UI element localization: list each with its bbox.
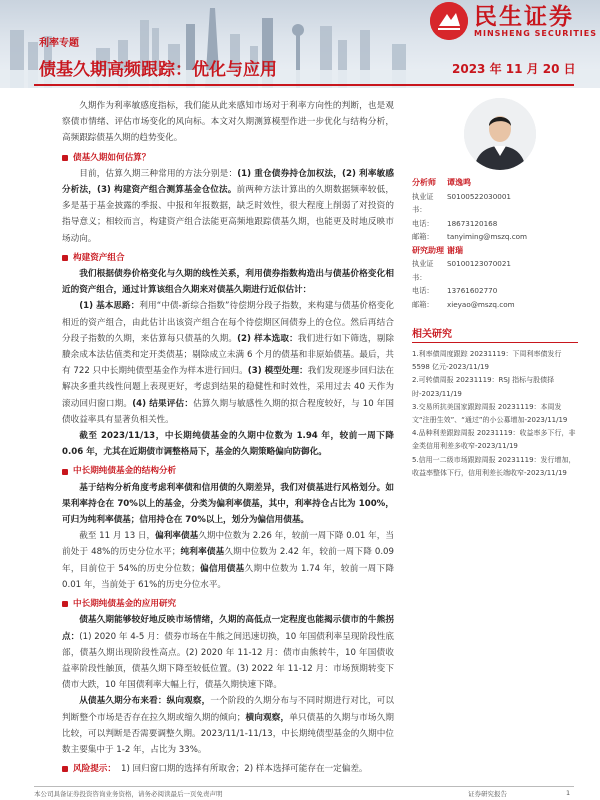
analyst-name: 谢瑞 (447, 245, 463, 255)
paragraph-result-summary: 截至 2023/11/13，中长期纯债基金的久期中位数为 1.94 年，较前一周下降 0.06 年，尤其在近期债市调整格局下，基金的久期策略偏向防御化。 (62, 431, 394, 458)
email-label: 邮箱： (412, 232, 434, 241)
bullet-icon (62, 469, 68, 475)
text-run-bold: (1) 基本思路： (79, 301, 140, 312)
footer-divider (34, 786, 574, 787)
page-title: 债基久期高频跟踪：优化与应用 (39, 60, 277, 80)
text-run: 久期中位数为 1.74 年，较前一周下降 0.01 年，当前处于 61%的历史分位水平。 (62, 563, 394, 590)
cert-number: S0100522030001 (447, 191, 512, 201)
section-heading-portfolio (62, 250, 394, 266)
phone-number: 13761602770 (447, 286, 498, 295)
text-run: 利用“中债-新综合指数”待偿期分段子指数，来构建与债基价格变化相近的资产组合，由此估计出该资产组合在每个待偿期区间债券上的仓位。然后再结合分段子指数的久期，来估算每只债基的久期。 (62, 301, 395, 344)
brand-logo (430, 2, 597, 40)
email-link[interactable]: tanyiming@mszq.com (447, 232, 528, 241)
brand-name-en: MINSHENG SECURITIES (474, 28, 597, 38)
text-run-bold: 偏利率债基 (155, 531, 199, 542)
report-date: 2023 年 11 月 20 日 (452, 62, 576, 76)
paragraph-application (62, 612, 394, 693)
text-run: 目前，估算久期三种常用的方法分别是： (79, 168, 238, 179)
text-run: 单只债基的久期与市场久期比较，可以判断是否需要调整久期。2023/11/1-11/13，中长期纯债型基金的久期中位数主要集中于 1-2 年，占比为 33%。 (62, 712, 394, 755)
paragraph-distribution (62, 693, 394, 758)
text-run: 久期中位数为 2.26 年，较前一周下降 0.01 年，当前处于 48%的历史分位水平； (62, 531, 394, 558)
paragraph-methods (62, 166, 394, 247)
analyst-name: 谭逸鸣 (447, 178, 471, 187)
text-run: 估算久期与敏感性久期的拟合程度较好，与 10 年国债收益率具有显著负相关性。 (62, 398, 394, 425)
text-run-bold: (4) 结果评估： (132, 398, 194, 409)
report-body (62, 98, 394, 777)
text-run-bold: (3) 模型处理： (247, 366, 308, 377)
related-research-item[interactable]: 4.品种利差跟踪周报 20231119：收益率多下行，非金类信用利差多收窄-2023/11/19 (412, 429, 576, 451)
text-run-bold: (1) 重仓债券持仓加权法，(2) 利率敏感分析法，(3) 构建资产组合测算基金仓位法。 (62, 168, 394, 196)
analyst-role: 分析师 (412, 178, 436, 187)
text-run: 我们发现逐步回归法在解决多重共线性问题上表现更好，考虑到结果的稳健性和时效性，采用过去 40 天作为滚动回归窗口期。 (62, 366, 394, 409)
section-heading-estimation (62, 150, 394, 166)
text-run-bold: 债基久期能够较好地反映市场情绪，久期的高低点一定程度也能揭示债市的牛熊拐点： (62, 615, 394, 642)
related-research-item[interactable]: 3.交易所抗美国家跟踪周报 20231119：本周发文“注册生效”、“通过”的小公募增加-2023/11/19 (412, 402, 568, 425)
sidebar (412, 98, 578, 480)
risk-text: 1) 回归窗口期的选择有所取舍；2) 样本选择可能存在一定偏差。 (120, 764, 368, 775)
intro-paragraph: 久期作为利率敏感度指标，我们能从此来感知市场对于利率方向性的判断，也是观察债市情绪、评估市场变化的风向标。本文对久期测算模型作进一步优化与结构分析，高频跟踪债基久期的趋势变化。 (62, 101, 394, 144)
phone-label: 电话： (412, 218, 434, 228)
email-link[interactable]: xieyao@mszq.com (447, 299, 515, 309)
cert-number: S0100123070021 (447, 259, 512, 268)
section-heading-text: 构建资产组合 (73, 252, 125, 263)
page-number: 1 (566, 789, 571, 797)
text-run-bold: 横向观察， (245, 712, 290, 723)
footer-doc-type: 证券研究报告 (468, 790, 507, 798)
related-research-item[interactable]: 2.可转债周报 20231119：RSJ 指标与股债择时-2023/11/19 (412, 376, 555, 398)
risk-warning (62, 761, 394, 777)
text-run: 截至 11 月 13 日， (79, 531, 156, 542)
text-run-bold: 偏信用债基 (199, 563, 245, 574)
text-run: 前两种方法计算出的久期数据频率较低，多是基于基金披露的季报、中报和年报数据，缺乏时效性，很大程度上削弱了对投资的指导意义；相较而言，构建资产组合法能更高频地跟踪债基久期，也能更及时地反映市场动向。 (62, 185, 394, 244)
analyst-info-1 (412, 176, 578, 311)
brand-logo-icon (430, 2, 468, 40)
analyst-photo (464, 98, 536, 170)
bullet-icon (62, 155, 68, 161)
text-run: 我们进行如下筛选，剔除賸余成本法估值类和定开类债基；剔除成立未满 6 个月的债基和非原始债基。最后，共有 722 只中长期纯债型基金作为样本进行回归。 (62, 333, 394, 377)
section-heading-application (62, 596, 394, 612)
text-run-bold: 从债基久期分布来看：纵向观察， (79, 696, 211, 707)
paragraph-structure-summary: 基于结构分析角度考虑利率债和信用债的久期差异，我们对债基进行风格划分。如果利率持仓在 70%以上的基金，分类为偏利率债基，其中，利率持仓占比为 100%，可归为纯利率债基；信用持仓在 70%以上，划分为偏信用债基。 (62, 482, 394, 526)
related-research-heading: 相关研究 (412, 325, 578, 343)
section-heading-text: 中长期纯债基金的应用研究 (73, 599, 177, 610)
section-heading-text: 中长期纯债基金的结构分析 (73, 466, 177, 477)
analyst-role: 研究助理 (412, 245, 444, 255)
cert-label: 执业证书： (412, 191, 434, 214)
footer-disclaimer: 本公司具备证券投资咨询业务资格，请务必阅读最后一页免责声明 (34, 790, 223, 798)
text-run-bold: 纯利率债基 (180, 547, 225, 558)
text-run: 久期中位数为 2.42 年，较前一周下降 0.09 年，目前位于 54%的历史分位数； (62, 547, 394, 574)
risk-label: 风险提示： (73, 764, 116, 775)
section-heading-structure (62, 463, 394, 479)
bullet-icon (62, 601, 68, 607)
bullet-icon (62, 766, 68, 772)
text-run: 一个阶段的久期分布与不同时期进行对比，可以判断整个市场是否存在拉久期或缩久期的倾向； (62, 696, 394, 723)
related-research-list (412, 348, 578, 480)
cert-label: 执业证书： (412, 259, 434, 282)
phone-label: 电话： (412, 286, 434, 295)
paragraph-portfolio-summary: 我们根据债券价格变化与久期的线性关系，利用债券指数构造出与债基价格变化相近的资产组合，通过计算该组合久期来对债基久期进行近似估计： (62, 269, 394, 296)
email-label: 邮箱： (412, 299, 434, 309)
report-category: 利率专题 (39, 38, 79, 49)
brand-name-cn: 民生证券 (474, 3, 574, 30)
related-research-item[interactable]: 1.利率债周度跟踪 20231119：下周利率债发行 5598 亿元-2023/11/19 (412, 350, 562, 372)
section-heading-text: 债基久期如何估算？ (73, 152, 151, 163)
phone-number: 18673120168 (447, 218, 498, 228)
paragraph-methodology (62, 298, 394, 428)
related-research-item[interactable]: 5.信用一二级市场跟踪周报 20231119：发行增加，收益率整体下行，信用利差长端收窄-2023/11/19 (412, 455, 576, 477)
paragraph-structure-detail (62, 528, 394, 593)
bullet-icon (62, 255, 68, 261)
header-banner (0, 0, 600, 88)
text-run: (1) 2020 年 4-5 月：债券市场在牛熊之间迅速切换，10 年国债利率呈现阶段性底部，债基久期出现阶段性高点。(2) 2020 年 11-12 月：债市由熊转牛，10 年国债收益率阶段性触顶，债基久期下降至较低位置。(3) 2022 年 11-12 月：市场预期转变下债市大跌，10 年国债利率大幅上行，债基久期快速下降。 (62, 631, 394, 691)
header-divider (34, 84, 574, 86)
text-run-bold: (2) 样本选取： (237, 333, 298, 344)
